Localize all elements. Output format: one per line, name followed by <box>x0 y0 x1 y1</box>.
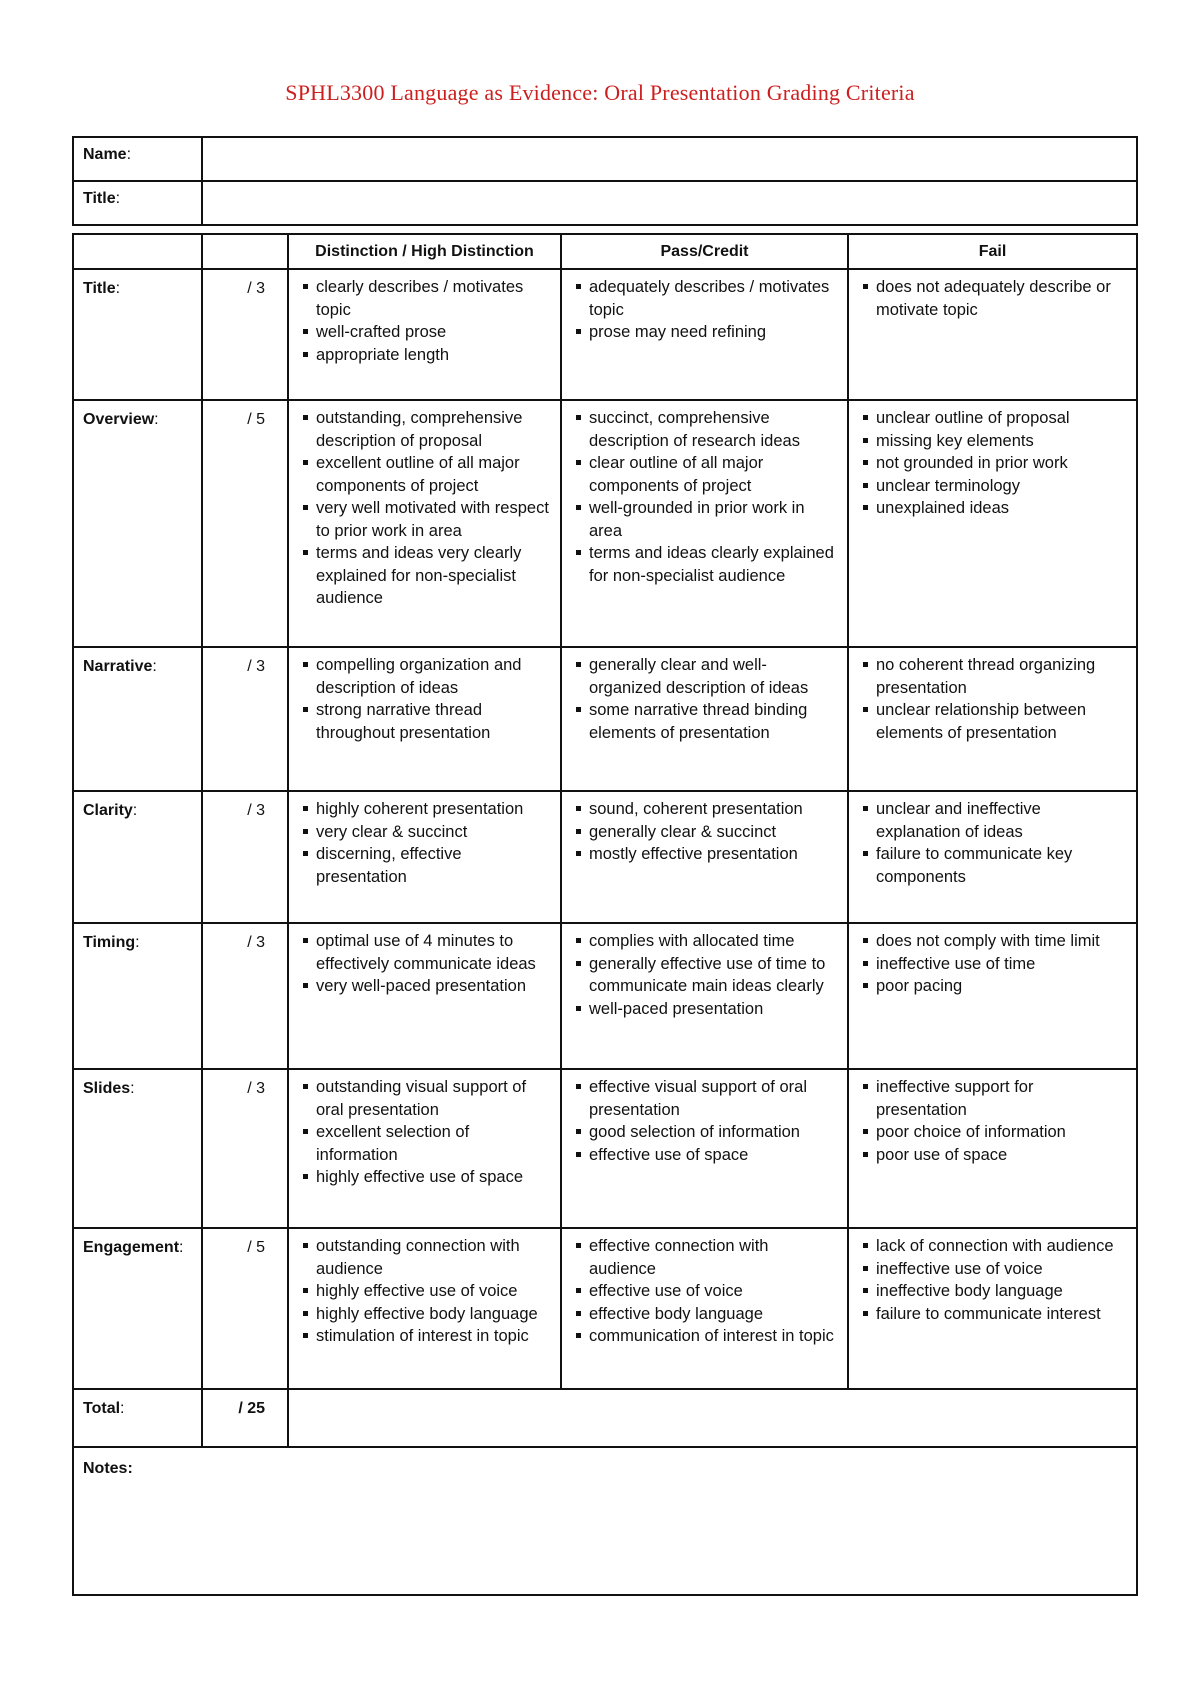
bullet-item: generally clear and well-organized description of ideas <box>576 654 839 699</box>
total-blank <box>288 1389 1137 1447</box>
bullet-item: highly coherent presentation <box>303 798 552 821</box>
bullet-list <box>849 924 1136 1004</box>
bullet-list <box>849 1229 1136 1331</box>
criterion-label: Clarity: <box>73 791 202 923</box>
bullet-list <box>289 648 560 750</box>
bullet-item: optimal use of 4 minutes to effectively communicate ideas <box>303 930 552 975</box>
bullet-item: highly effective use of space <box>303 1166 552 1189</box>
criterion-pass-cell <box>561 269 848 400</box>
bullet-item: missing key elements <box>863 430 1128 453</box>
bullet-item: terms and ideas clearly explained for non-specialist audience <box>576 542 839 587</box>
criterion-row <box>73 647 1137 791</box>
criterion-max-score: / 3 <box>202 647 288 791</box>
criterion-distinction-cell <box>288 400 561 647</box>
criterion-pass-cell <box>561 1228 848 1389</box>
total-label: Total: <box>73 1389 202 1447</box>
bullet-item: stimulation of interest in topic <box>303 1325 552 1348</box>
criterion-fail-cell <box>848 647 1137 791</box>
bullet-item: unclear and ineffective explanation of ideas <box>863 798 1128 843</box>
header-fail: Fail <box>848 234 1137 269</box>
bullet-item: communication of interest in topic <box>576 1325 839 1348</box>
bullet-item: strong narrative thread throughout presentation <box>303 699 552 744</box>
criterion-max-score: / 5 <box>202 400 288 647</box>
bullet-item: generally effective use of time to communicate main ideas clearly <box>576 953 839 998</box>
bullet-list <box>562 270 847 350</box>
criterion-label: Engagement: <box>73 1228 202 1389</box>
bullet-item: outstanding visual support of oral presentation <box>303 1076 552 1121</box>
bullet-list <box>849 648 1136 750</box>
criterion-pass-cell <box>561 647 848 791</box>
bullet-item: very well motivated with respect to prior work in area <box>303 497 552 542</box>
criterion-pass-cell <box>561 400 848 647</box>
bullet-list <box>562 648 847 750</box>
criterion-label: Overview: <box>73 400 202 647</box>
criterion-label: Timing: <box>73 923 202 1069</box>
total-row <box>73 1389 1137 1447</box>
bullet-list <box>289 270 560 372</box>
bullet-item: sound, coherent presentation <box>576 798 839 821</box>
bullet-list <box>289 924 560 1004</box>
bullet-item: does not comply with time limit <box>863 930 1128 953</box>
header-blank-score <box>202 234 288 269</box>
bullet-item: highly effective use of voice <box>303 1280 552 1303</box>
criterion-distinction-cell <box>288 923 561 1069</box>
bullet-list <box>562 1070 847 1172</box>
notes-label: Notes <box>83 1460 128 1477</box>
criterion-label: Title: <box>73 269 202 400</box>
criterion-max-score: / 5 <box>202 1228 288 1389</box>
header-pass-credit: Pass/Credit <box>561 234 848 269</box>
bullet-item: unclear outline of proposal <box>863 407 1128 430</box>
bullet-list <box>849 792 1136 894</box>
notes-field[interactable]: Notes: <box>73 1447 1137 1595</box>
criterion-row <box>73 269 1137 400</box>
bullet-item: effective visual support of oral presentation <box>576 1076 839 1121</box>
name-row <box>73 137 1137 181</box>
bullet-item: outstanding connection with audience <box>303 1235 552 1280</box>
criterion-distinction-cell <box>288 1069 561 1228</box>
title-field[interactable] <box>202 181 1137 225</box>
criterion-pass-cell <box>561 1069 848 1228</box>
bullet-item: terms and ideas very clearly explained for non-specialist audience <box>303 542 552 610</box>
bullet-item: mostly effective presentation <box>576 843 839 866</box>
criterion-row <box>73 1228 1137 1389</box>
bullet-item: effective connection with audience <box>576 1235 839 1280</box>
page-title: SPHL3300 Language as Evidence: Oral Presentation Grading Criteria <box>285 80 915 105</box>
criterion-pass-cell <box>561 791 848 923</box>
bullet-list <box>562 401 847 593</box>
notes-row <box>73 1447 1137 1595</box>
bullet-item: some narrative thread binding elements of presentation <box>576 699 839 744</box>
bullet-item: very well-paced presentation <box>303 975 552 998</box>
criterion-distinction-cell <box>288 269 561 400</box>
name-field[interactable] <box>202 137 1137 181</box>
bullet-item: adequately describes / motivates topic <box>576 276 839 321</box>
bullet-list <box>289 1070 560 1195</box>
bullet-item: unexplained ideas <box>863 497 1128 520</box>
criterion-fail-cell <box>848 269 1137 400</box>
bullet-item: excellent outline of all major components of project <box>303 452 552 497</box>
bullet-item: poor pacing <box>863 975 1128 998</box>
criterion-distinction-cell <box>288 647 561 791</box>
title-row <box>73 181 1137 225</box>
bullet-item: poor choice of information <box>863 1121 1128 1144</box>
bullet-item: succinct, comprehensive description of research ideas <box>576 407 839 452</box>
criterion-pass-cell <box>561 923 848 1069</box>
bullet-item: good selection of information <box>576 1121 839 1144</box>
criterion-fail-cell <box>848 400 1137 647</box>
bullet-item: outstanding, comprehensive description of proposal <box>303 407 552 452</box>
bullet-item: ineffective body language <box>863 1280 1128 1303</box>
bullet-list <box>849 1070 1136 1172</box>
header-blank-criterion <box>73 234 202 269</box>
bullet-item: unclear relationship between elements of presentation <box>863 699 1128 744</box>
bullet-list <box>289 401 560 616</box>
bullet-list <box>562 1229 847 1354</box>
bullet-item: highly effective body language <box>303 1303 552 1326</box>
bullet-item: prose may need refining <box>576 321 839 344</box>
bullet-item: no coherent thread organizing presentation <box>863 654 1128 699</box>
criterion-fail-cell <box>848 1228 1137 1389</box>
criterion-max-score: / 3 <box>202 1069 288 1228</box>
criterion-max-score: / 3 <box>202 791 288 923</box>
criterion-label: Narrative: <box>73 647 202 791</box>
bullet-item: well-crafted prose <box>303 321 552 344</box>
bullet-item: ineffective use of time <box>863 953 1128 976</box>
header-distinction: Distinction / High Distinction <box>288 234 561 269</box>
bullet-item: generally clear & succinct <box>576 821 839 844</box>
bullet-item: discerning, effective presentation <box>303 843 552 888</box>
bullet-item: failure to communicate interest <box>863 1303 1128 1326</box>
bullet-item: well-paced presentation <box>576 998 839 1021</box>
bullet-item: well-grounded in prior work in area <box>576 497 839 542</box>
criterion-max-score: / 3 <box>202 269 288 400</box>
bullet-item: ineffective support for presentation <box>863 1076 1128 1121</box>
bullet-item: complies with allocated time <box>576 930 839 953</box>
bullet-item: clear outline of all major components of project <box>576 452 839 497</box>
title-label: Title: <box>73 181 202 225</box>
bullet-item: effective body language <box>576 1303 839 1326</box>
bullet-item: effective use of space <box>576 1144 839 1167</box>
bullet-item: very clear & succinct <box>303 821 552 844</box>
criterion-distinction-cell <box>288 1228 561 1389</box>
criterion-max-score: / 3 <box>202 923 288 1069</box>
criterion-fail-cell <box>848 791 1137 923</box>
bullet-item: poor use of space <box>863 1144 1128 1167</box>
criterion-row <box>73 791 1137 923</box>
bullet-item: clearly describes / motivates topic <box>303 276 552 321</box>
bullet-item: failure to communicate key components <box>863 843 1128 888</box>
criterion-label: Slides: <box>73 1069 202 1228</box>
bullet-list <box>849 401 1136 526</box>
student-info-table <box>72 136 1138 226</box>
bullet-item: excellent selection of information <box>303 1121 552 1166</box>
criterion-fail-cell <box>848 923 1137 1069</box>
bullet-item: compelling organization and description of ideas <box>303 654 552 699</box>
rubric-table <box>72 233 1138 1596</box>
name-label: Name: <box>73 137 202 181</box>
bullet-item: does not adequately describe or motivate topic <box>863 276 1128 321</box>
criterion-distinction-cell <box>288 791 561 923</box>
criterion-row <box>73 400 1137 647</box>
bullet-list <box>289 792 560 894</box>
bullet-list <box>849 270 1136 327</box>
bullet-item: ineffective use of voice <box>863 1258 1128 1281</box>
bullet-item: lack of connection with audience <box>863 1235 1128 1258</box>
bullet-item: not grounded in prior work <box>863 452 1128 475</box>
total-score: / 25 <box>202 1389 288 1447</box>
bullet-list <box>562 792 847 872</box>
bullet-list <box>289 1229 560 1354</box>
bullet-item: unclear terminology <box>863 475 1128 498</box>
rubric-header-row <box>73 234 1137 269</box>
criterion-row <box>73 923 1137 1069</box>
bullet-item: appropriate length <box>303 344 552 367</box>
bullet-list <box>562 924 847 1026</box>
bullet-item: effective use of voice <box>576 1280 839 1303</box>
criterion-fail-cell <box>848 1069 1137 1228</box>
criterion-row <box>73 1069 1137 1228</box>
